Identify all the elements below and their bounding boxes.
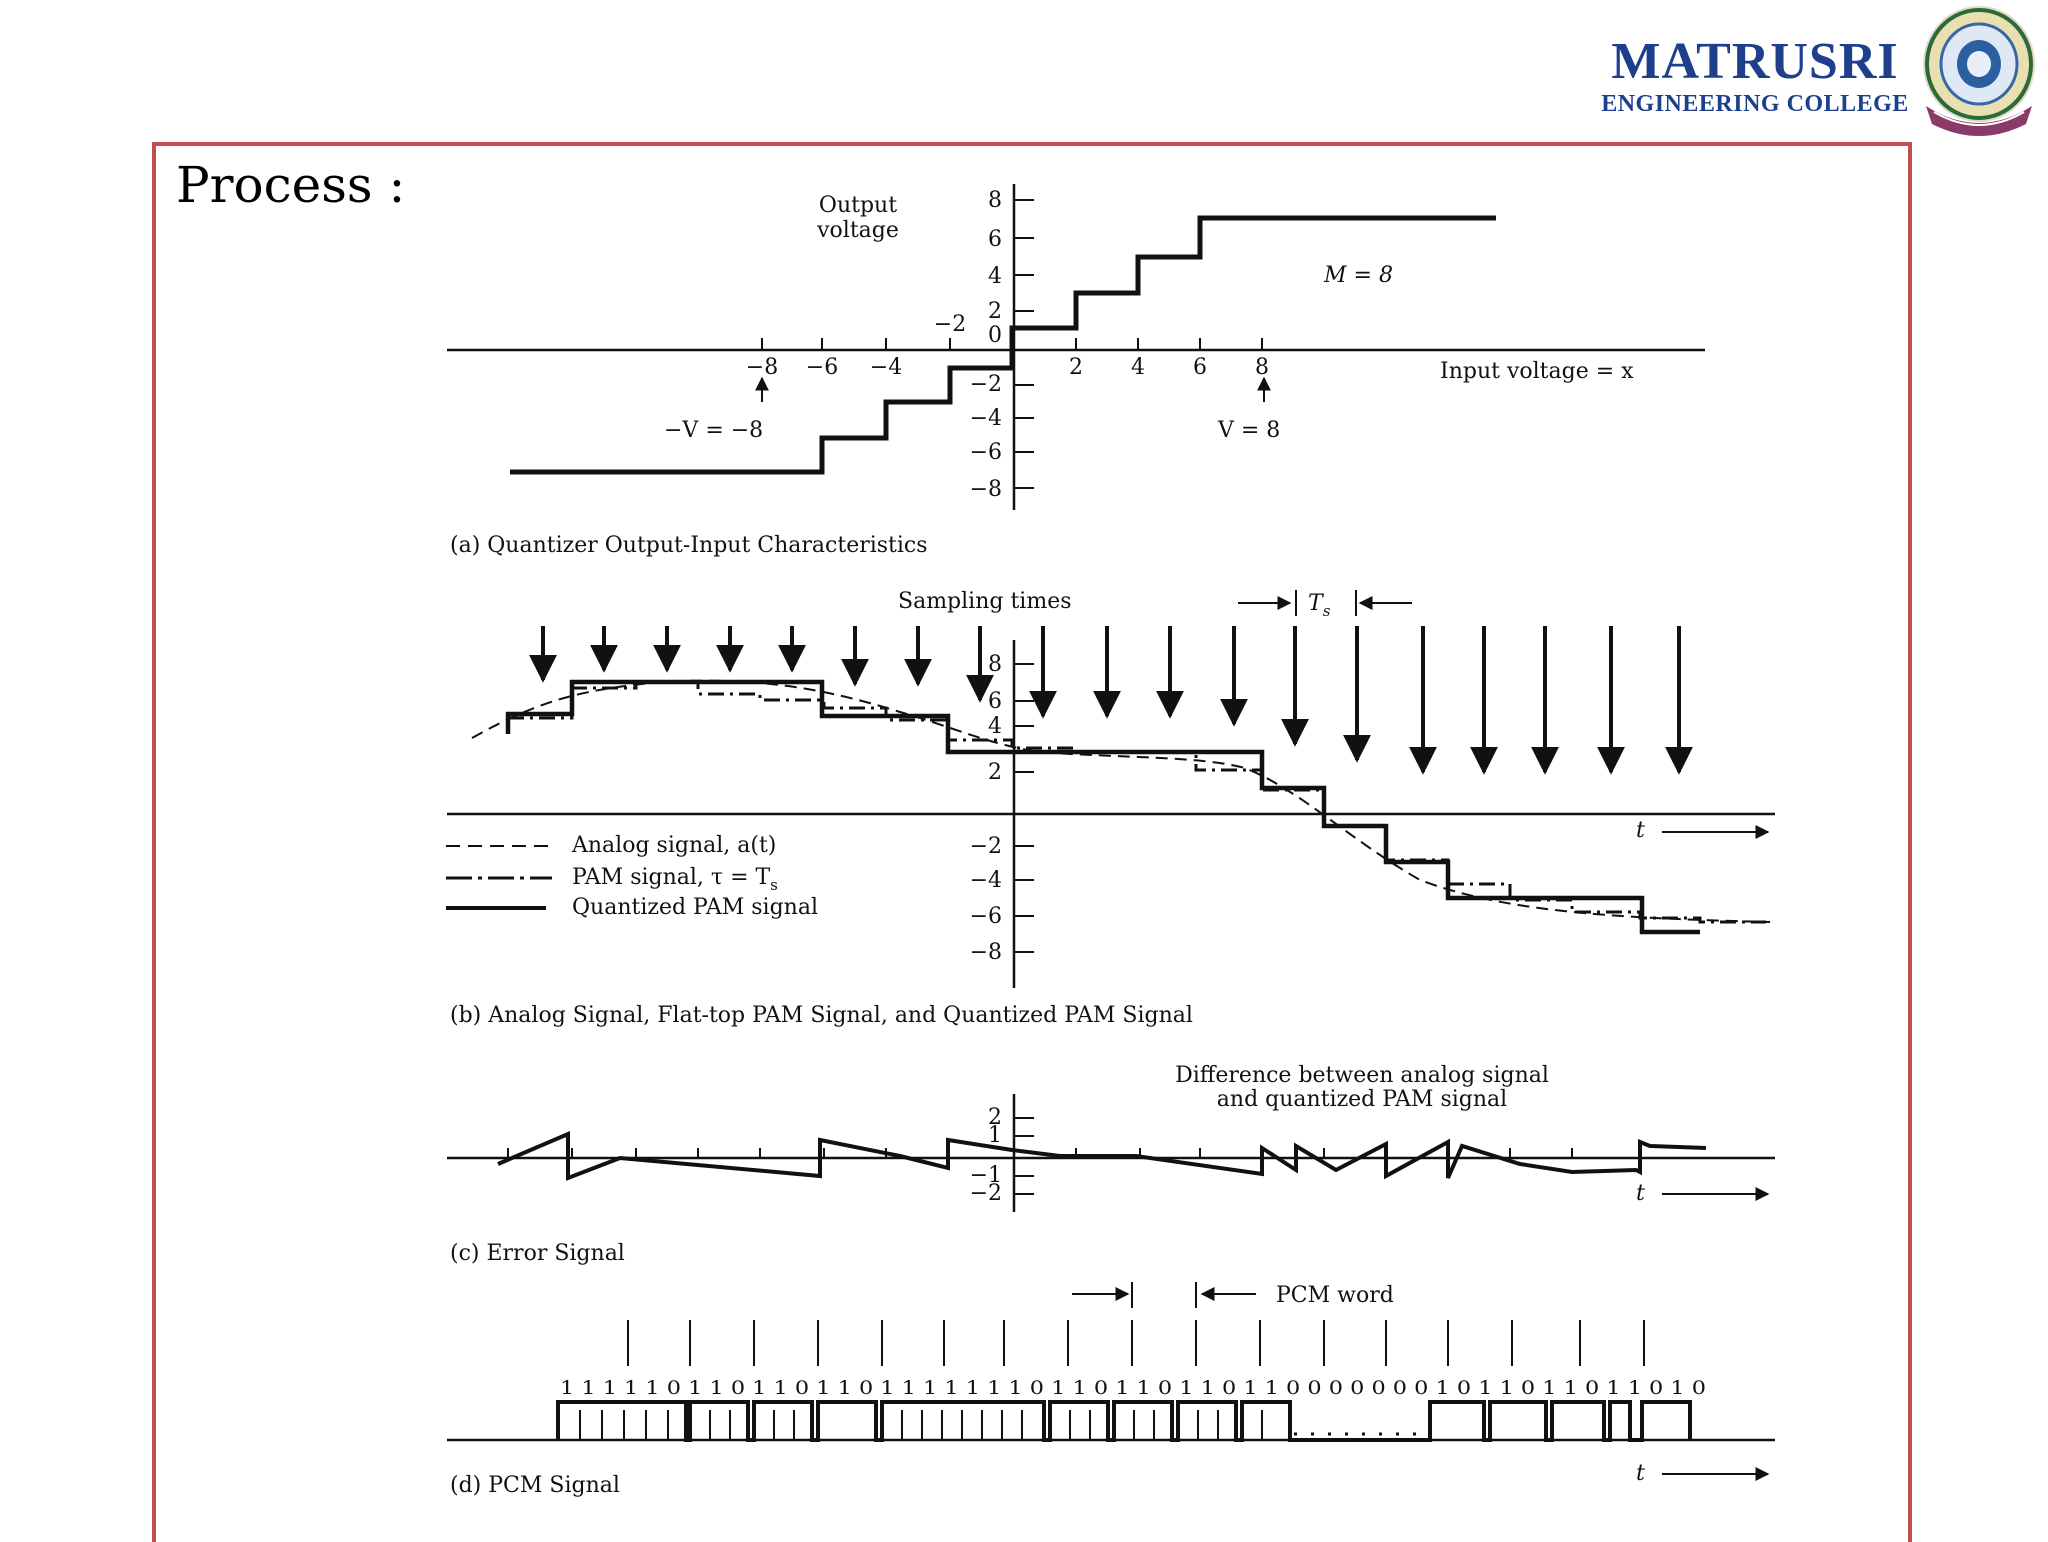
college-name: MATRUSRI [1611,33,1899,90]
b-t-label: t [1636,818,1645,843]
error-signal [498,1134,1706,1178]
c-caption: (c) Error Signal [450,1241,625,1266]
a-ytick-6: 6 [988,227,1002,252]
c-title-line2: and quantized PAM signal [1216,1087,1508,1112]
slide-title: Process : [176,156,406,214]
legend-quantized: Quantized PAM signal [572,895,818,920]
b-caption: (b) Analog Signal, Flat-top PAM Signal, and Quantized PAM Signal [450,1003,1193,1028]
pcm-pulse-train [558,1402,1690,1440]
error-panel [447,1094,1775,1212]
a-xtick-8: 8 [1255,355,1269,380]
b-y-ticks [1014,664,1034,952]
legend-pam: PAM signal, $\tau = T_s$ [572,865,778,894]
a-ytick-0: 0 [988,323,1002,348]
a-ytick-neg2: −2 [969,372,1002,397]
pos-v-label: V = 8 [1218,418,1281,443]
pcm-panel [447,1282,1775,1440]
pcm-sample-ticks [628,1320,1644,1366]
quantizer-characteristic-panel [447,184,1705,510]
sampling-times-label: Sampling times [898,589,1072,614]
b-ytick-neg6: −6 [969,904,1002,929]
a-ytick-4: 4 [988,264,1002,289]
c-ytick-2: 2 [988,1105,1002,1130]
b-ytick-6: 6 [988,689,1002,714]
b-ytick-neg8: −8 [969,940,1002,965]
a-xtick-neg6: −6 [805,355,839,380]
a-ytick-neg6: −6 [969,440,1002,465]
panel-b-labels [450,589,1645,1028]
panel-a-labels [450,188,1634,558]
a-ytick-neg4: −4 [969,406,1002,431]
quantizer-staircase [510,218,1496,472]
a-xtick-neg2: −2 [933,312,967,337]
m-label: M = 8 [1324,263,1393,288]
c-ytick-neg1: −1 [969,1163,1002,1188]
c-title-line1: Difference between analog signal [1175,1063,1549,1088]
c-y-ticks [1014,1118,1034,1194]
signal-panel [447,590,1775,988]
neg-v-label: −V = −8 [664,418,764,443]
a-y-ticks [1014,200,1034,488]
a-ylabel-line1: Output [818,193,898,218]
b-ytick-4: 4 [988,714,1002,739]
a-ytick-8: 8 [988,188,1002,213]
b-ytick-2: 2 [988,760,1002,785]
pcm-word-label: PCM word [1276,1283,1394,1308]
d-t-label: t [1636,1461,1645,1486]
a-xtick-neg8: −8 [745,355,779,380]
pcm-bit-dividers [580,1410,1262,1440]
c-ytick-neg2: −2 [969,1181,1002,1206]
b-ytick-neg2: −2 [969,834,1002,859]
b-ytick-neg4: −4 [969,868,1002,893]
ts-label: $T_s$ [1308,591,1331,620]
college-subtitle: ENGINEERING COLLEGE [1601,91,1909,117]
a-xtick-2: 2 [1069,355,1083,380]
d-caption: (d) PCM Signal [450,1473,620,1498]
panel-c-labels [450,1063,1645,1266]
c-t-label: t [1636,1181,1645,1206]
panel-d-labels [450,1283,1706,1498]
a-ytick-neg8: −8 [969,477,1002,502]
a-xtick-4: 4 [1131,355,1145,380]
a-ylabel-line2: voltage [817,218,899,243]
c-ytick-1: 1 [988,1123,1002,1148]
pcm-bit-sequence: 1 1 1 1 1 0 1 1 0 1 1 0 1 1 0 1 1 1 1 1 1 1 0 1 1 0 1 1 0 1 1 0 1 1 0 0 0 0 0 0 0 1 0 1 1 0 1 1 0 1 1 0 1 0 [560,1377,1706,1399]
a-xtick-neg4: −4 [869,355,903,380]
legend-analog: Analog signal, a(t) [572,833,777,858]
a-caption: (a) Quantizer Output-Input Characteristics [450,533,928,558]
a-ytick-2: 2 [988,299,1002,324]
a-xlabel: Input voltage = x [1440,359,1634,384]
a-xtick-6: 6 [1193,355,1207,380]
b-ytick-8: 8 [988,652,1002,677]
